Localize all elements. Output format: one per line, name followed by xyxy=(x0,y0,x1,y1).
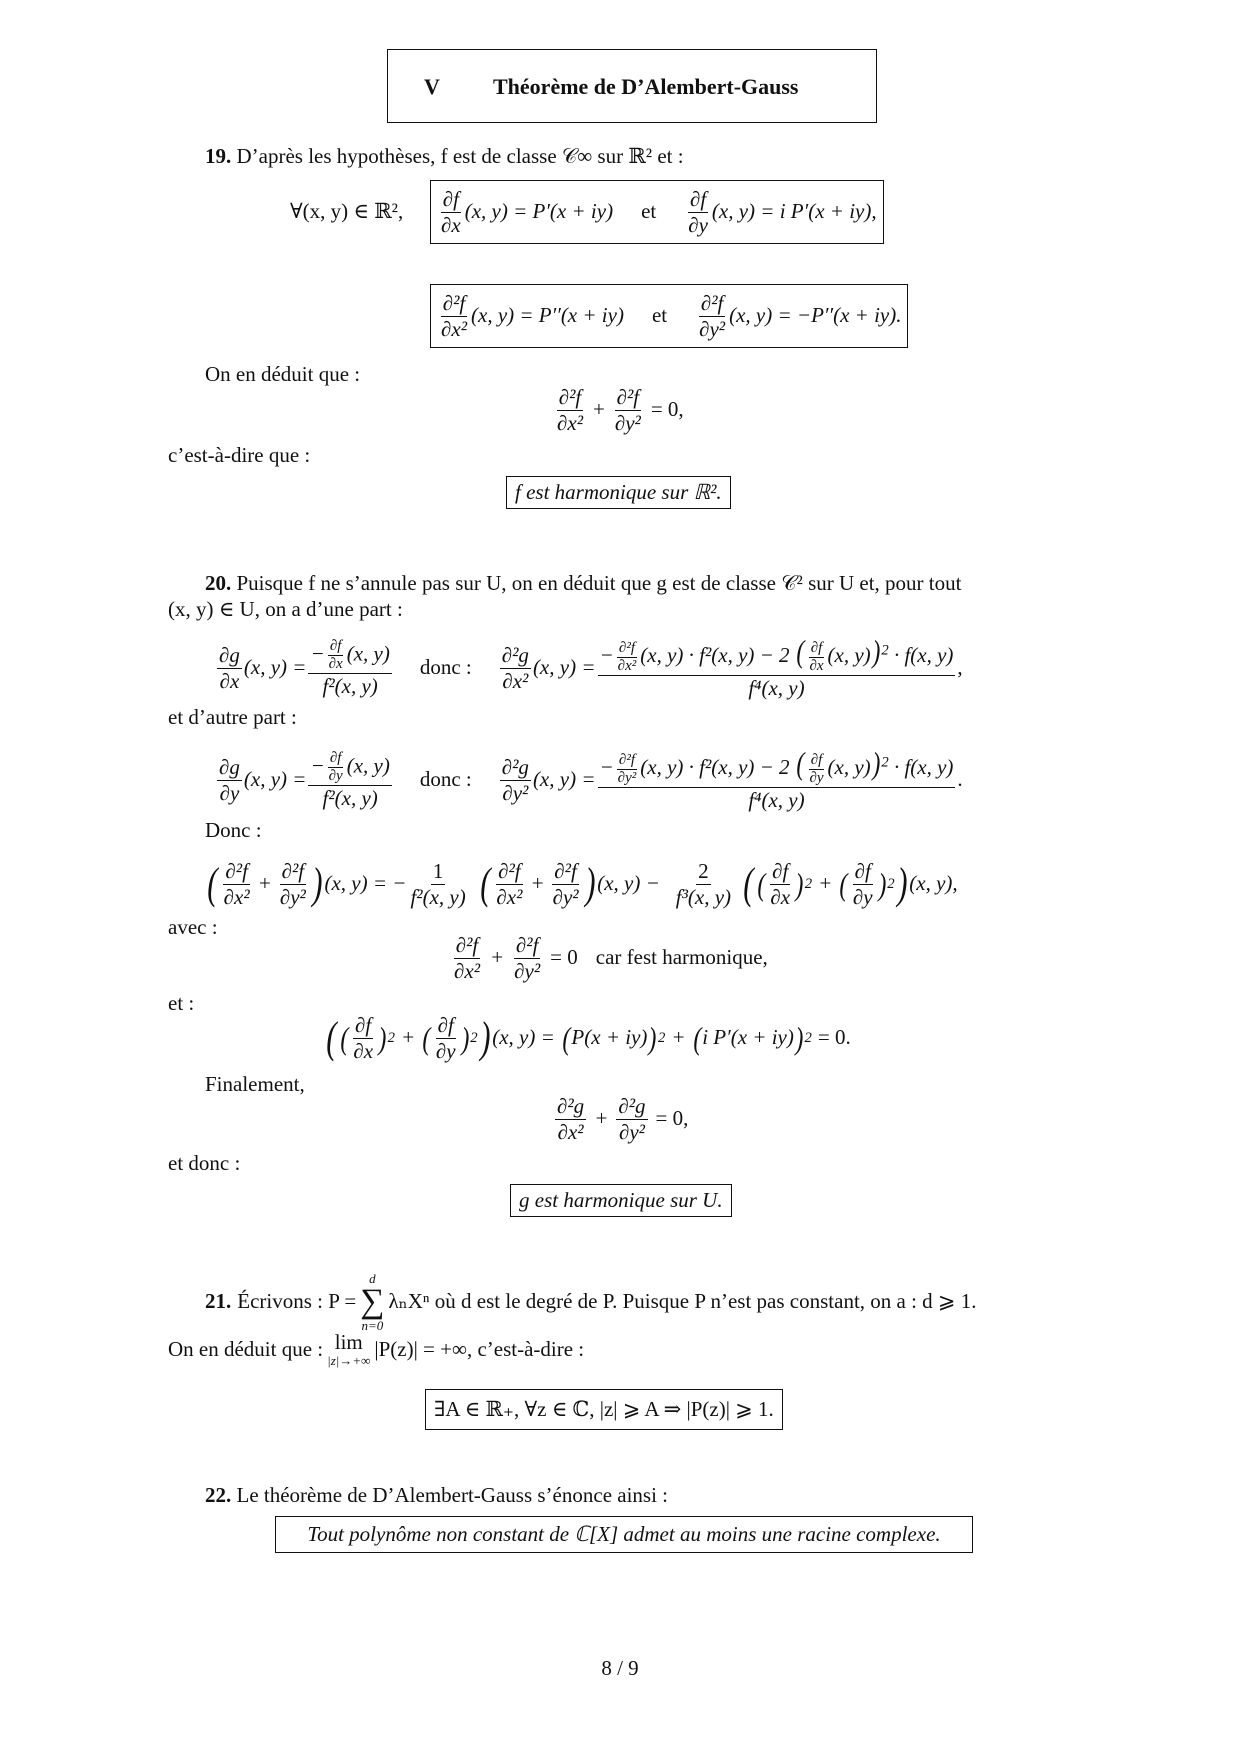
lim-operator: lim |z|→+∞ xyxy=(327,1330,371,1369)
d2f-dx2: $\frac{\text{∂²f}}{\text{∂x²}}$ xyxy=(441,291,467,341)
q19-line1b: (x, y) = i P′(x + iy), xyxy=(711,199,877,224)
q19-intro-text: D’après les hypothèses, f est de classe 𝒞∞ sur ℝ² et : xyxy=(236,144,684,168)
q21-result-box xyxy=(425,1389,783,1430)
q19-cad: c’est-à-dire que : xyxy=(168,443,311,467)
q20-etdonc: et donc : xyxy=(168,1151,241,1175)
q19-laplacian-eq: $\frac{\text{∂²f}}{\text{∂x²}}$ + $\frac{\text{∂²f}}{\text{∂y²}}$ = 0, xyxy=(557,385,684,435)
q20-other-part: et d’autre part : xyxy=(168,705,297,729)
q19-result-box xyxy=(506,476,731,509)
q20-finalement: Finalement, xyxy=(205,1072,305,1096)
section-title: Théorème de D’Alembert-Gauss xyxy=(493,74,799,99)
q20-donc-1: donc : xyxy=(419,655,472,680)
q22-result-box xyxy=(275,1516,973,1553)
q20-donc-2: donc : xyxy=(419,767,472,792)
q19-intro xyxy=(205,143,684,170)
q20-result-box xyxy=(510,1184,732,1217)
q19-label: 19. xyxy=(205,144,232,168)
q19-deduce: On en déduit que : xyxy=(205,362,361,386)
q21-result: ∃A ∈ ℝ₊, ∀z ∈ ℂ, |z| ⩾ A ⇒ |P(z)| ⩾ 1. xyxy=(434,1397,774,1421)
q19-et-2: et xyxy=(651,303,668,328)
q22-result: Tout polynôme non constant de ℂ[X] admet au moins une racine complexe. xyxy=(307,1522,941,1546)
q22-intro: 22. Le théorème de D’Alembert-Gauss s’énonce ainsi : xyxy=(205,1483,669,1507)
q20-dg-dy-eq: $\frac{\partial g}{\partial y}$ (x, y) = − $\frac{\partial f}{\partial y}$ (x, y) f²(x, y) donc : $\frac{\text{∂²g}}{\text{∂y²}}$ (x, y) = − $\frac{\text{∂²f}}{\text{∂y²}}$ (x, y) · f²(x, y) − 2 ( $\frac{\partial f}{\partial y}$ (x, y))$^2$ · f(x, y) f⁴(x, y) . xyxy=(219,745,963,813)
section-number: V xyxy=(424,74,440,99)
sum-operator: d ∑ n=0 xyxy=(360,1271,385,1333)
q20-label: 20. xyxy=(205,571,232,595)
q20-intro-line2: (x, y) ∈ U, on a d’une part : xyxy=(168,597,403,621)
d2f-dy2: $\frac{\text{∂²f}}{\text{∂y²}}$ xyxy=(699,291,726,341)
q20-laplacian-g-eq: ( $\frac{\text{∂²f}}{\text{∂x²}}$ + $\frac{\text{∂²f}}{\text{∂y²}}$ ) (x, y) = − $\frac{1}{\text{f²(x, y)}}$ ( $\frac{\text{∂²f}}{\text{∂x²}}$ + $\frac{\text{∂²f}}{\text{∂y²}}$ ) (x, y) − $\frac{2}{\text{f³(x, y)}}$ ( ( $\frac{\partial f}{\partial x}$ ) 2 + ( $\frac{\partial f}{\partial y}$ ) 2 ) (x, y), xyxy=(207,859,958,909)
q19-line2a: (x, y) = P′′(x + iy) xyxy=(471,303,624,328)
q20-et: et : xyxy=(168,991,195,1015)
q20-dg-dx-eq: $\frac{\partial g}{\partial x}$ (x, y) = − $\frac{\partial f}{\partial x}$ (x, y) f²(x, y) donc : $\frac{\text{∂²g}}{\text{∂x²}}$ (x, y) = − $\frac{\text{∂²f}}{\text{∂x²}}$ (x, y) · f²(x, y) − 2 ( $\frac{\partial f}{\partial x}$ (x, y))$^2$ · f(x, y) f⁴(x, y) , xyxy=(219,633,963,701)
q20-car: car fest harmonique, xyxy=(595,945,768,970)
page-number: 8 / 9 xyxy=(601,1656,639,1680)
q19-first-derivatives-box xyxy=(430,180,884,244)
section-header xyxy=(387,49,877,123)
q20-gradient-sum-eq: ( ( $\frac{\partial f}{\partial x}$ ) 2 + ( $\frac{\partial f}{\partial y}$ ) 2 ) (x, y) = ( P(x + iy) ) 2 + ( i P′(x + iy) ) 2 = 0. xyxy=(326,1013,851,1063)
q21-intro: 21. Écrivons : P = d ∑ n=0 λₙXⁿ où d est le degré de P. Puisque P n’est pas constant, on a : d ⩾ 1. xyxy=(205,1271,977,1333)
df-dx: $\frac{\partial f}{\partial x}$ xyxy=(441,187,461,237)
df-dy: $\frac{\partial f}{\partial y}$ xyxy=(688,187,708,237)
q20-f-harmonic-eq: $\frac{\text{∂²f}}{\text{∂x²}}$ + $\frac{\text{∂²f}}{\text{∂y²}}$ = 0 car fest harmonique, xyxy=(454,933,768,983)
q19-line1a: (x, y) = P′(x + iy) xyxy=(464,199,614,224)
q20-g-laplacian-eq: $\frac{\text{∂²g}}{\text{∂x²}}$ + $\frac{\text{∂²g}}{\text{∂y²}}$ = 0, xyxy=(557,1094,689,1144)
q19-et-1: et xyxy=(641,199,657,224)
q21-label: 21. xyxy=(205,1289,232,1314)
q20-donc-label: Donc : xyxy=(205,818,262,842)
q20-result: g est harmonique sur U. xyxy=(519,1188,723,1212)
q22-label: 22. xyxy=(205,1483,232,1507)
q20-avec: avec : xyxy=(168,915,218,939)
q19-result: f est harmonique sur ℝ². xyxy=(515,480,722,504)
q21-deduce: On en déduit que : lim |z|→+∞ |P(z)| = +∞, c’est-à-dire : xyxy=(168,1330,585,1369)
q19-forall: ∀(x, y) ∈ ℝ², xyxy=(290,199,404,223)
q19-line2b: (x, y) = −P′′(x + iy). xyxy=(729,303,902,328)
q20-intro-line1: 20. Puisque f ne s’annule pas sur U, on en déduit que g est de classe 𝒞² sur U et, pour tout xyxy=(205,571,962,595)
q19-second-derivatives-box xyxy=(430,284,908,348)
